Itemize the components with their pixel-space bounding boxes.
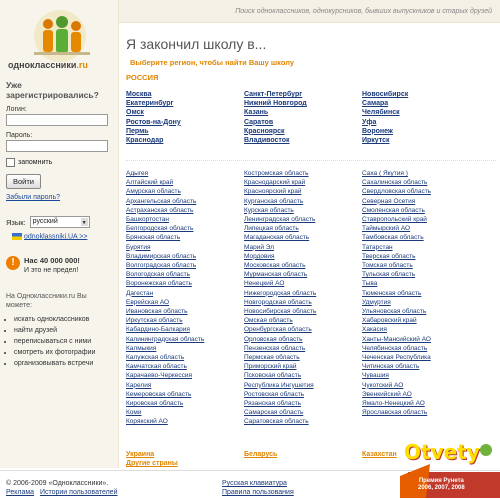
countries-column (244, 450, 362, 468)
award-years: 2006, 2007, 2008 (418, 485, 465, 491)
region-link[interactable]: Калининградская область (126, 335, 205, 343)
members-count: Нас 40 000 000! (24, 256, 80, 265)
forgot-password-link[interactable]: Забыли пароль? (6, 194, 61, 201)
page-subtitle: Выберите регион, чтобы найти Вашу школу (130, 58, 295, 67)
region-link[interactable]: Мурманская область (244, 271, 308, 279)
city-link[interactable]: Ростов-на-Дону (126, 118, 181, 126)
region-link[interactable]: Ставропольский край (362, 216, 427, 224)
language-selected: русский (32, 218, 58, 225)
region-link[interactable]: Пермская область (244, 354, 300, 362)
region-link[interactable]: Новгородская область (244, 298, 312, 306)
feature-item: • организовывать встречи (14, 360, 114, 368)
region-link[interactable]: Республика Ингушетия (244, 381, 314, 389)
region-link[interactable]: Саха ( Якутия ) (362, 170, 408, 177)
region-link[interactable]: Ивановская область (126, 308, 188, 316)
country-link[interactable]: Беларусь (244, 451, 278, 458)
region-link[interactable]: Томская область (362, 262, 413, 270)
country-link[interactable]: Украина (126, 451, 155, 458)
region-link[interactable]: Ямало-Ненецкий АО (362, 400, 425, 408)
sidebar (0, 0, 119, 468)
feature-item: • найти друзей (14, 327, 114, 335)
region-link[interactable]: Новосибирская область (244, 308, 317, 316)
language-select[interactable] (30, 216, 90, 228)
region-link[interactable]: Костромская область (244, 170, 309, 177)
exclamation-icon: ! (6, 256, 20, 270)
city-link[interactable]: Красноярск (244, 127, 285, 135)
main-content (126, 36, 496, 82)
ua-site-link[interactable] (12, 233, 87, 240)
region-link[interactable]: Оренбургская область (244, 326, 312, 334)
password-input[interactable] (6, 140, 108, 152)
region-link[interactable]: Рязанская область (244, 400, 302, 408)
region-link[interactable]: Татарстан (362, 243, 393, 251)
region-link[interactable]: Архангельская область (126, 197, 197, 205)
cities-column (244, 90, 362, 145)
region-link[interactable]: Воронежская область (126, 280, 192, 288)
region-link[interactable]: Чукотский АО (362, 381, 404, 389)
region-link[interactable]: Владимирская область (126, 252, 197, 260)
region-link[interactable]: Корякский АО (126, 418, 168, 426)
region-link[interactable]: Ростовская область (244, 390, 305, 398)
regions-column (126, 169, 244, 427)
region-link[interactable]: Карелия (126, 381, 152, 389)
region-link[interactable]: Кабардино-Балкария (126, 326, 190, 334)
region-link[interactable]: Кемеровская область (126, 390, 192, 398)
region-link[interactable]: Псковская область (244, 372, 302, 380)
region-link[interactable]: Магаданская область (244, 234, 310, 242)
copyright: © 2006-2009 «Одноклассники». (6, 480, 109, 487)
region-link[interactable]: Брянская область (126, 234, 181, 242)
city-link[interactable]: Казань (244, 109, 269, 117)
region-link[interactable]: Чувашия (362, 372, 389, 380)
region-link[interactable]: Калмыкия (126, 344, 157, 352)
regions-list (126, 169, 496, 427)
country-link[interactable]: Другие страны (126, 460, 178, 467)
region-link[interactable]: Пензенская область (244, 344, 306, 352)
city-link[interactable]: Санкт-Петербург (244, 91, 303, 98)
logo-text[interactable] (8, 60, 88, 70)
features-title: На Одноклассники.ru Вы можете: (6, 293, 87, 309)
remember-label: запомнить (18, 159, 53, 166)
ukraine-flag-icon (12, 233, 22, 240)
logo-tld: .ru (76, 60, 88, 70)
members-banner (6, 256, 112, 275)
features-list (6, 292, 114, 371)
language-label: Язык: (6, 217, 26, 227)
region-link[interactable]: Еврейская АО (126, 298, 170, 306)
region-link[interactable]: Удмуртия (362, 298, 391, 306)
city-link[interactable]: Самара (362, 100, 389, 108)
city-link[interactable]: Пермь (126, 127, 149, 135)
divider (126, 160, 496, 161)
region-link[interactable]: Марий Эл (244, 243, 275, 251)
regions-column (362, 169, 480, 427)
region-link[interactable]: Ненецкий АО (244, 280, 285, 288)
region-link[interactable]: Самарская область (244, 409, 304, 417)
region-link[interactable]: Эвенкийский АО (362, 390, 412, 398)
region-link[interactable]: Саратовская область (244, 418, 309, 426)
cities-column (362, 90, 480, 145)
region-link[interactable]: Тюменская область (362, 289, 422, 297)
region-link[interactable]: Курская область (244, 206, 294, 214)
region-link[interactable]: Кировская область (126, 400, 184, 408)
region-link[interactable]: Челябинская область (362, 344, 428, 352)
otvety-banner-award (418, 478, 465, 492)
region-link[interactable]: Белгородская область (126, 225, 194, 233)
region-link[interactable]: Московская область (244, 262, 306, 270)
region-link[interactable]: Астраханская область (126, 206, 194, 214)
remember-row (6, 158, 112, 167)
region-link[interactable]: Калужская область (126, 354, 185, 362)
region-link[interactable]: Смоленская область (362, 206, 425, 214)
region-link[interactable]: Тульская область (362, 271, 416, 279)
region-link[interactable]: Омская область (244, 317, 293, 325)
russian-keyboard-link[interactable]: Русская клавиатура (222, 480, 287, 487)
region-link[interactable]: Мордовия (244, 252, 275, 260)
region-link[interactable]: Курганская область (244, 197, 304, 205)
login-label: Логин: (6, 106, 27, 113)
region-link[interactable]: Нижегородская область (244, 289, 317, 297)
region-link[interactable]: Тверская область (362, 252, 416, 260)
region-link[interactable]: Вологодская область (126, 271, 191, 279)
country-link[interactable]: Казахстан (362, 451, 397, 458)
city-link[interactable]: Саратов (244, 118, 274, 126)
region-link[interactable]: Ханты-Мансийский АО (362, 335, 431, 343)
region-link[interactable]: Дагестан (126, 289, 154, 297)
otvety-banner-title[interactable]: Otvety (404, 440, 480, 464)
members-note: И это не предел! (24, 267, 79, 274)
region-link[interactable]: Адыгея (126, 170, 149, 177)
city-link[interactable]: Челябинск (362, 109, 400, 117)
region-link[interactable]: Читинская область (362, 363, 420, 371)
city-link[interactable]: Воронеж (362, 127, 393, 135)
city-link[interactable]: Иркутск (362, 137, 390, 145)
remember-checkbox[interactable] (6, 158, 15, 167)
city-link[interactable]: Краснодар (126, 137, 164, 145)
region-link[interactable]: Орловская область (244, 335, 303, 343)
region-link[interactable]: Волгоградская область (126, 262, 197, 270)
major-cities (126, 90, 496, 145)
login-input[interactable] (6, 114, 108, 126)
region-link[interactable]: Красноярский край (244, 188, 302, 196)
city-link[interactable]: Омск (126, 109, 144, 117)
feature-item: • смотреть их фотографии (14, 349, 114, 357)
city-link[interactable]: Москва (126, 91, 152, 98)
region-link[interactable]: Тыва (362, 280, 378, 288)
region-link[interactable]: Карачаево-Черкессия (126, 372, 193, 380)
user-stories-link[interactable]: Истории пользователей (39, 489, 118, 496)
region-link[interactable]: Иркутская область (126, 317, 183, 325)
region-link[interactable]: Тамбовская область (362, 234, 424, 242)
site-tagline: Поиск одноклассников, однокурсников, бывших выпускников и старых друзей (235, 8, 492, 15)
region-link[interactable]: Краснодарский край (244, 179, 306, 187)
region-link[interactable]: Бурятия (126, 243, 151, 251)
region-link[interactable]: Хабаровский край (362, 317, 417, 325)
login-button[interactable]: Войти (6, 174, 41, 189)
password-label: Пароль: (6, 132, 33, 139)
login-title: Уже зарегистрировались? (6, 80, 99, 100)
region-link[interactable]: Коми (126, 409, 142, 417)
rules-link[interactable]: Правила пользования (222, 489, 294, 496)
region-link[interactable]: Алтайский край (126, 179, 174, 187)
region-link[interactable]: Свердловская область (362, 188, 432, 196)
region-link[interactable]: Приморский край (244, 363, 297, 371)
region-link[interactable]: Чеченская Республика (362, 354, 431, 362)
ua-site-label: odnoklassniki.UA >> (24, 233, 88, 241)
region-link[interactable]: Липецкая область (244, 225, 299, 233)
city-link[interactable]: Новосибирск (362, 91, 409, 98)
region-link[interactable]: Камчатская область (126, 363, 187, 371)
city-link[interactable]: Уфа (362, 118, 377, 126)
region-link[interactable]: Башкортостан (126, 216, 169, 224)
region-link[interactable]: Ярославская область (362, 409, 428, 417)
login-form (6, 80, 112, 201)
award-title: Премия Рунета (418, 478, 464, 484)
ads-link[interactable]: Реклама (6, 489, 35, 496)
feature-item: • переписываться с ними (14, 338, 114, 346)
language-row (6, 216, 90, 228)
region-link[interactable]: Амурская область (126, 188, 181, 196)
city-link[interactable]: Екатеринбург (126, 100, 174, 108)
region-link[interactable]: Ульяновская область (362, 308, 427, 316)
city-link[interactable]: Владивосток (244, 137, 290, 145)
region-link[interactable]: Сахалинская область (362, 179, 428, 187)
region-link[interactable]: Таймырский АО (362, 225, 411, 233)
region-link[interactable]: Ленинградская область (244, 216, 316, 224)
page-title: Я закончил школу в... (126, 36, 267, 52)
countries-column (126, 450, 244, 468)
cities-column (126, 90, 244, 145)
city-link[interactable]: Нижний Новгород (244, 100, 307, 108)
region-link[interactable]: Хакасия (362, 326, 387, 334)
country-title: РОССИЯ (126, 73, 159, 82)
region-link[interactable]: Северная Осетия (362, 197, 416, 205)
regions-column (244, 169, 362, 427)
chevron-down-icon: ▼ (81, 220, 87, 226)
logo-name: одноклассники (8, 60, 77, 70)
feature-item: • искать одноклассников (14, 316, 114, 324)
